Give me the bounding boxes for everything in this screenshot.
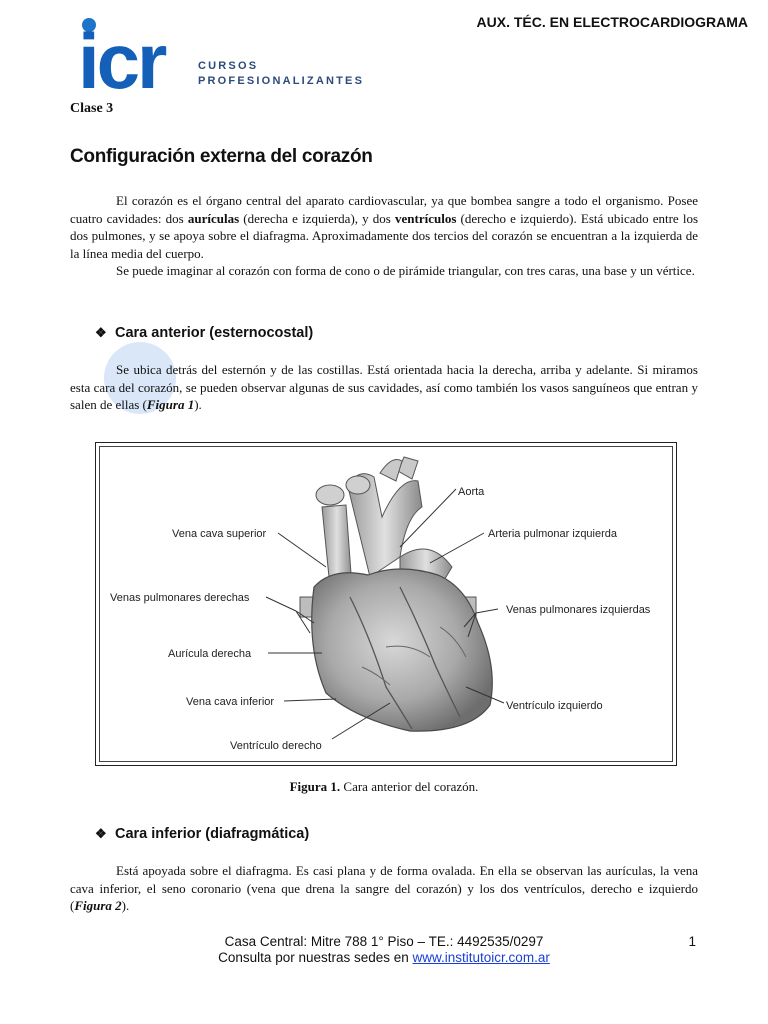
text-run: (derecha e izquierda), y dos [239,210,396,226]
section-anterior-text [70,361,698,414]
logo-tagline-2: PROFESIONALIZANTES [198,75,365,87]
diamond-bullet-icon: ❖ [95,826,107,841]
text-run: ). [121,898,130,914]
term-auriculas: aurículas [187,210,240,226]
page-title: Configuración externa del corazón [70,146,373,167]
diamond-bullet-icon: ❖ [95,325,107,340]
figure-reference: Figura 1 [146,397,195,413]
inferior-paragraph [70,862,698,915]
heart-illustration [100,447,672,761]
footer-contact [0,950,768,966]
caption-label: Figura 1. [289,779,341,794]
label-ventriculo-izquierdo: Ventrículo izquierdo [506,700,603,712]
figure-1-frame [95,442,677,766]
text-run: Se ubica detrás del esternón y de las costillas. Está orientada hacia la derecha, arriba y adelante. Si miramos esta cara del corazón, se pueden observar algunas de sus cavidades, así como también los vasos sanguíneos que entran y salen de ellas ( [70,362,698,413]
intro-text [70,192,698,280]
caption-text: Cara anterior del corazón. [340,779,479,794]
label-vena-cava-inferior: Vena cava inferior [186,696,275,708]
section-heading-text: Cara inferior (diafragmática) [115,826,310,842]
page-footer [0,934,768,966]
intro-paragraph-2: Se puede imaginar al corazón con forma de cono o de pirámide triangular, con tres caras, una base y un vértice. [116,263,695,279]
section-heading-inferior [95,826,309,842]
label-venas-pulmonares-derechas: Venas pulmonares derechas [110,592,250,604]
figure-1-caption [0,779,768,795]
label-ventriculo-derecho: Ventrículo derecho [230,740,322,752]
section-inferior-text [70,862,698,915]
section-heading-anterior [95,325,313,341]
label-auricula-derecha: Aurícula derecha [168,648,252,660]
lesson-label: Clase 3 [70,101,114,116]
footer-address: Casa Central: Mitre 788 1° Piso – TE.: 4492535/0297 [224,934,544,949]
text-run: El corazón es el órgano central del aparato cardiovascular, ya que bombea sangre a todo el organismo. Posee cuatro cavidades: dos [70,193,698,226]
course-name: AUX. TÉC. EN ELECTROCARDIOGRAMA [476,14,748,30]
logo-tagline-1: CURSOS [198,60,259,72]
label-venas-pulmonares-izquierdas: Venas pulmonares izquierdas [506,604,651,616]
footer-contact-text: Consulta por nuestras sedes en [218,950,413,965]
website-link[interactable]: www.institutoicr.com.ar [412,950,550,965]
icr-logo [78,16,368,105]
figure-1 [99,446,673,762]
text-run: ). [194,397,202,413]
anterior-paragraph [70,361,698,414]
label-vena-cava-superior: Vena cava superior [172,528,267,540]
page-number: 1 [688,934,696,949]
label-arteria-pulmonar-izquierda: Arteria pulmonar izquierda [488,528,618,540]
figure-reference: Figura 2 [74,898,122,914]
text-run: (derecho e izquierdo). Está ubicado entre los dos pulmones, y se apoya sobre el diafragma. Aproximadamente dos tercios del corazón se encuentran a la izquierda de la línea media del cuerpo. [70,210,698,261]
label-aorta: Aorta [458,486,485,498]
section-heading-text: Cara anterior (esternocostal) [115,325,314,341]
term-ventriculos: ventrículos [395,210,457,226]
intro-paragraph-1 [70,192,698,262]
text-run: Está apoyada sobre el diafragma. Es casi plana y de forma ovalada. En ella se observan las aurículas, la vena cava inferior, el seno coronario (vena que drena la sangre del corazón) y los dos ventrículos, derecho e izquierdo ( [70,863,698,914]
logo-mark: icr [78,17,165,105]
